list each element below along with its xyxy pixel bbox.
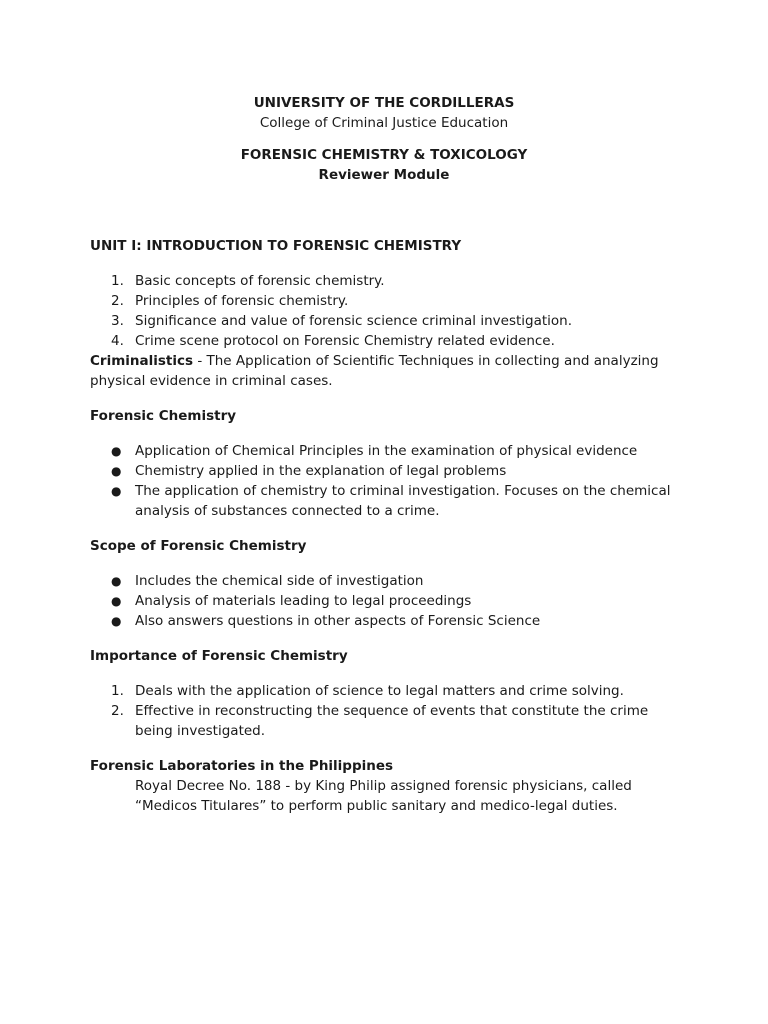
list-number: 2. bbox=[111, 703, 124, 719]
list-item: ● Chemistry applied in the explanation of legal problems bbox=[111, 463, 507, 479]
document-header bbox=[90, 93, 678, 133]
list-item: ● Application of Chemical Principles in the examination of physical evidence bbox=[111, 443, 638, 459]
list-number: 3. bbox=[111, 313, 124, 329]
unit-topics-list bbox=[90, 271, 678, 351]
unit-heading: UNIT I: INTRODUCTION TO FORENSIC CHEMISTRY bbox=[90, 238, 462, 254]
criminalistics-term: Criminalistics bbox=[90, 353, 194, 369]
scope-list bbox=[90, 571, 678, 631]
criminalistics-definition bbox=[90, 351, 678, 391]
list-item: ● Also answers questions in other aspects of Forensic Science bbox=[111, 613, 541, 629]
laboratories-heading: Forensic Laboratories in the Philippines bbox=[90, 758, 394, 774]
forensic-chemistry-list bbox=[90, 441, 678, 521]
scope-heading: Scope of Forensic Chemistry bbox=[90, 538, 307, 554]
document-title-block bbox=[90, 145, 678, 185]
list-item: ● Analysis of materials leading to legal proceedings bbox=[111, 593, 472, 609]
bullet-icon: ● bbox=[111, 484, 122, 498]
list-number: 4. bbox=[111, 333, 124, 349]
list-item: ● Includes the chemical side of investigation bbox=[111, 573, 424, 589]
list-number: 1. bbox=[111, 273, 124, 289]
list-item: 2. Principles of forensic chemistry. bbox=[111, 293, 349, 309]
bullet-icon: ● bbox=[111, 594, 122, 608]
college-name: College of Criminal Justice Education bbox=[259, 115, 509, 131]
bullet-icon: ● bbox=[111, 464, 122, 478]
university-name: UNIVERSITY OF THE CORDILLERAS bbox=[253, 95, 515, 111]
bullet-icon: ● bbox=[111, 614, 122, 628]
importance-list bbox=[90, 681, 678, 741]
laboratories-paragraph: Royal Decree No. 188 - by King Philip assigned forensic physicians, called “Medicos Titulares” to perform public sanitary and medico-legal duties. bbox=[135, 778, 632, 814]
forensic-chemistry-heading: Forensic Chemistry bbox=[90, 408, 237, 424]
bullet-icon: ● bbox=[111, 574, 122, 588]
course-title: FORENSIC CHEMISTRY & TOXICOLOGY bbox=[240, 147, 528, 163]
list-number: 1. bbox=[111, 683, 124, 699]
list-item: 1. Deals with the application of science to legal matters and crime solving. bbox=[111, 683, 624, 699]
list-item: ● The application of chemistry to criminal investigation. Focuses on the chemical analysis of substances connected to a crime. bbox=[111, 483, 671, 519]
bullet-icon: ● bbox=[111, 444, 122, 458]
list-number: 2. bbox=[111, 293, 124, 309]
list-item: 4. Crime scene protocol on Forensic Chemistry related evidence. bbox=[111, 333, 555, 349]
list-item: 1. Basic concepts of forensic chemistry. bbox=[111, 273, 385, 289]
importance-heading: Importance of Forensic Chemistry bbox=[90, 648, 348, 664]
criminalistics-text: - The Application of Scientific Techniques in collecting and analyzing physical evidence in criminal cases. bbox=[90, 353, 659, 389]
module-title: Reviewer Module bbox=[318, 167, 450, 183]
list-item: 2. Effective in reconstructing the sequence of events that constitute the crime being investigated. bbox=[111, 703, 649, 739]
list-item: 3. Significance and value of forensic science criminal investigation. bbox=[111, 313, 573, 329]
